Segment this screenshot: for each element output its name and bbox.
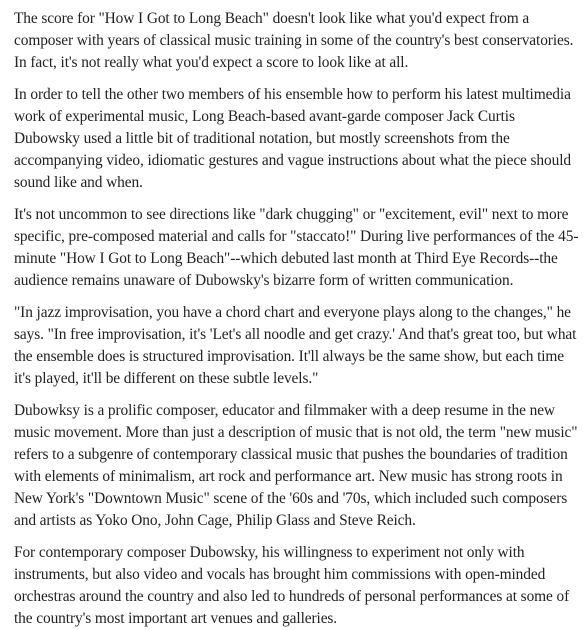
article-paragraph-1: The score for "How I Got to Long Beach" doesn't look like what you'd expect from a composer with years of classical music training in some of the country's best conservatories. In fact, it's not really what you'd expect a score to look like at all.: [14, 10, 574, 71]
article-paragraph-2: In order to tell the other two members of his ensemble how to perform his latest multimedia work of experimental music, Long Beach-based avant-garde composer Jack Curtis Dubowsky used a little bit of traditional notation, but mostly screenshots from the accompanying video, idiomatic gestures and vague instructions about what the piece should sound like and when.: [14, 86, 571, 191]
article-paragraph-6: For contemporary composer Dubowsky, his willingness to experiment not only with instruments, but also video and vocals has brought him commissions with open-minded orchestras around the country and also led to hundreds of personal performances at some of the country's most important art venues and galleries.: [14, 544, 570, 627]
article-paragraph-3: It's not uncommon to see directions like "dark chugging" or "excitement, evil" next to more specific, pre-composed material and calls for "staccato!" During live performances of the 45-minute "How I Got to Long Beach"--which debuted last month at Third Eye Records--the audience remains unaware of Dubowsky's bizarre form of written communication.: [14, 206, 579, 289]
article-paragraph-5: Dubowksy is a prolific composer, educator and filmmaker with a deep resume in the new music movement. More than just a description of music that is not old, the term "new music" refers to a subgenre of contemporary classical music that pushes the boundaries of tradition with elements of minimalism, art rock and performance art. New music has strong roots in New York's "Downtown Music" scene of the '60s and '70s, which included such composers and artists as Yoko Ono, John Cage, Philip Glass and Steve Reich.: [14, 402, 578, 529]
article-paragraph-4: "In jazz improvisation, you have a chord chart and everyone plays along to the changes," he says. "In free improvisation, it's 'Let's all noodle and get crazy.' And that's great too, but what the ensemble does is structured improvisation. It'll always be the same show, but each time it's played, it'll be different on these subtle levels.": [14, 304, 577, 387]
